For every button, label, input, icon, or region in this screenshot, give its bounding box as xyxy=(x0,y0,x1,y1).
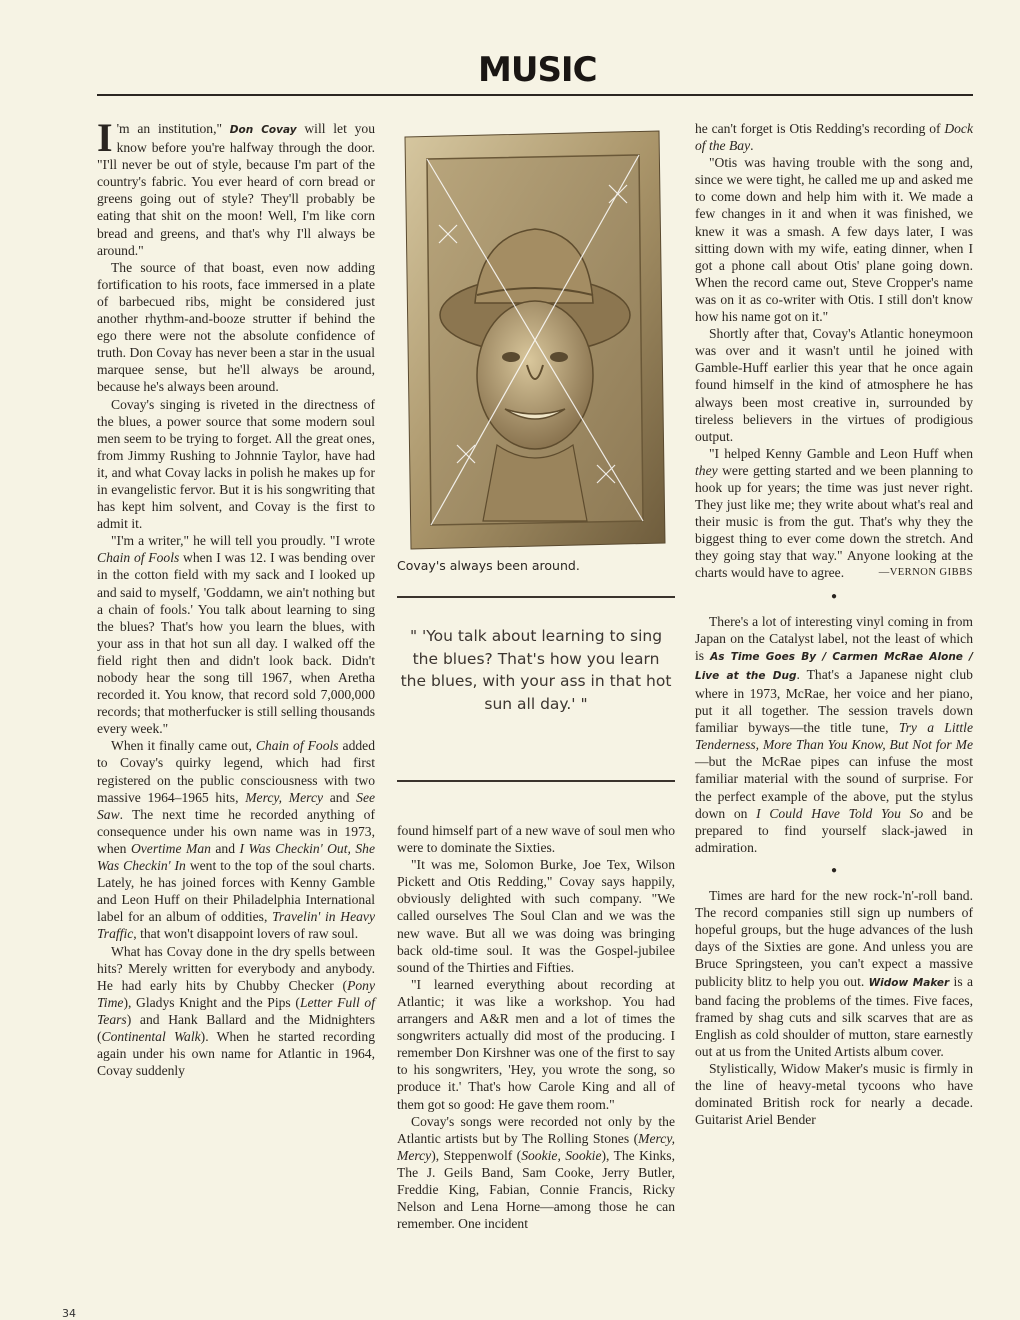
paragraph: found himself part of a new wave of soul men who were to dominate the Sixties. xyxy=(397,823,675,856)
paragraph: There's a lot of interesting vinyl coming in from Japan on the Catalyst label, not the least of which is As Time Goes By / Carmen McRae Alone / Live at the Dug. That's a Japanese night club where in 1973, McRae, her voice and her piano, put it all together. The session travels down familiar byways—the title tune, Try a Little Tenderness, More Than You Know, But Not for Me—but the McRae pipes can infuse the most familiar material with the sound of surprise. For the perfect example of the above, put the stylus down on I Could Have Told You So and be prepared to find yourself slack-jawed in admiration. xyxy=(695,613,973,855)
drop-cap: I xyxy=(97,115,113,160)
column-2 xyxy=(397,822,675,1232)
section-title: MUSIC xyxy=(478,50,597,90)
paragraph: The source of that boast, even now adding fortification to his roots, face immersed in a plate of barbecued ribs, might be considered just another rhythm-and-booze strutter if behind the ego there were not the absolute confidence of truth. Don Covay has never been a star in the usual marquee sense, but he'll always be around, because he's always been around. xyxy=(97,259,375,395)
paragraph: he can't forget is Otis Redding's recording of Dock of the Bay. xyxy=(695,121,973,154)
photo-covay xyxy=(397,125,675,555)
paragraph: When it finally came out, Chain of Fools added to Covay's quirky legend, which had first registered on the public consciousness with two massive 1964–1965 hits, Mercy, Mercy and See Saw. The next time he recorded anything of consequence under his own name was in 1973, when Overtime Man and I Was Checkin' Out, She Was Checkin' In went to the top of the soul charts. Lately, he has joined forces with Kenny Gamble and Leon Huff on their Philadelphia International label for an album of oddities, Travelin' in Heavy Traffic, that won't disappoint lovers of raw soul. xyxy=(97,738,376,942)
portrait-plaque-image xyxy=(397,125,675,555)
section-bullet: ● xyxy=(830,864,838,876)
album-title: As Time Goes By / Carmen McRae Alone / Live at the Dug xyxy=(695,650,973,682)
paragraph: I 'm an institution," Don Covay will let you know before you're halfway through the door. "I'll never be out of style, because I'm part of the country's fabric. You ever heard of corn bread or greens going out of style? They'll probably be eating that shit on the moon! Well, I'm like corn bread and greens, and that's why I'll always be around." xyxy=(97,115,375,258)
column-3 xyxy=(695,120,973,1128)
pull-quote-bottom-rule xyxy=(397,780,675,782)
page-number: 34 xyxy=(62,1307,76,1320)
paragraph: "Otis was having trouble with the song and, since we were tight, he called me up and asked me to come down and help him with it. We made a few changes in it and when it was finished, we knew it was a smash. A few days later, I was sitting down with my wife, eating dinner, when I got a phone call about Otis' plane going down. When the record came out, Steve Cropper's name was on it as co-writer with Otis. I still don't know how his name got on it." xyxy=(695,155,973,325)
paragraph: "I'm a writer," he will tell you proudly. "I wrote Chain of Fools when I was 12. I was bending over in the cotton field with my sack and I looked up and said to myself, 'Goddamn, we ain't nothing but a chain of fools.' You talk about learning to sing the blues? That's how you learn the blues, with your ass in that hot sun all day. I walked off the field right then and didn't look back. Didn't nobody hear the song till 1967, when Aretha recorded it. You know, that record sold 7,000,000 records; that motherfucker is still selling thousands every week." xyxy=(97,533,375,737)
pull-quote-top-rule xyxy=(397,596,675,598)
paragraph: "I learned everything about recording at Atlantic; it was like a workshop. You had arrangers and A&R men and a lot of times the songwriters actually did most of the producing. I remember Don Kirshner was one of the first to say to his songwriters, 'Hey, you wrote the song, so produce it.' That's how Carole King and all of them got so good: He gave them room." xyxy=(397,976,675,1112)
paragraph: Shortly after that, Covay's Atlantic honeymoon was over and it wasn't until he joined with Gamble-Huff earlier this year that he once again found himself in the kind of atmosphere he has always been most creative in, surrounded by tireless believers in the virtues of prodigious output. xyxy=(695,326,973,444)
paragraph: Times are hard for the new rock-'n'-roll band. The record companies still sign up numbers of hopeful groups, but the huge advances of the lush days of the Sixties are gone. And unless you are Bruce Springsteen, you can't expect a massive publicity blitz to help you out. Widow Maker is a band facing the problems of the times. Five faces, framed by shag cuts and silk scarves that are as English as cold shoulder of mutton, stare earnestly out at us from the United Artists album cover. xyxy=(695,888,973,1059)
band-name: Widow Maker xyxy=(868,976,950,989)
paragraph: "I helped Kenny Gamble and Leon Huff when they were getting started and we been planning to hook up for years; the time was just never right. They just like me; they write about what's real and their music is from the gut. That's why they the biggest thing to ever come down the stretch. And they going stay that way." Anyone looking at the charts would have to agree. —VERNON GIBBS xyxy=(695,445,973,581)
author-signature: —VERNON GIBBS xyxy=(878,567,973,579)
header-rule xyxy=(97,94,973,96)
section-bullet: ● xyxy=(830,590,838,602)
column-1 xyxy=(97,115,376,1079)
photo-caption: Covay's always been around. xyxy=(397,558,580,573)
artist-name: Don Covay xyxy=(229,124,297,136)
paragraph: "It was me, Solomon Burke, Joe Tex, Wilson Pickett and Otis Redding," Covay says happily, obviously delighted with such company. "We called ourselves The Soul Clan and we was the new wave. But all we was doing was bringing back old-time soul. It was the Gospel-jubilee sound of the Thirties and Fifties. xyxy=(397,857,675,975)
pull-quote: " 'You talk about learning to sing the blues? That's how you learn the blues, with your ass in that hot sun all day.' " xyxy=(400,627,672,713)
paragraph: Covay's songs were recorded not only by the Atlantic artists but by The Rolling Stones (Mercy, Mercy), Steppenwolf (Sookie, Sookie), The Kinks, The J. Geils Band, Sam Cooke, Jerry Butler, Freddie King, Fabian, Connie Francis, Ricky Nelson and Lena Horne—among those he can remember. One incident xyxy=(397,1113,675,1232)
paragraph: Covay's singing is riveted in the directness of the blues, a power source that some modern soul men seem to be trying to forget. All the great ones, from Jimmy Rushing to Johnnie Taylor, have had it, and what Covay lacks in polish he makes up for in evangelistic fervor. But it is his songwriting that has kept him solvent, and Covay is the first to admit it. xyxy=(97,396,375,532)
paragraph: Stylistically, Widow Maker's music is firmly in the line of heavy-metal tycoons who have dominated British rock for nearly a decade. Guitarist Ariel Bender xyxy=(695,1060,973,1128)
paragraph: What has Covay done in the dry spells between hits? Merely written for everybody and anybody. He had early hits by Chubby Checker (Pony Time), Gladys Knight and the Pips (Letter Full of Tears) and Hank Ballard and the Midnighters (Continental Walk). When he started recording again under his own name for Atlantic in 1964, Covay suddenly xyxy=(97,943,376,1079)
